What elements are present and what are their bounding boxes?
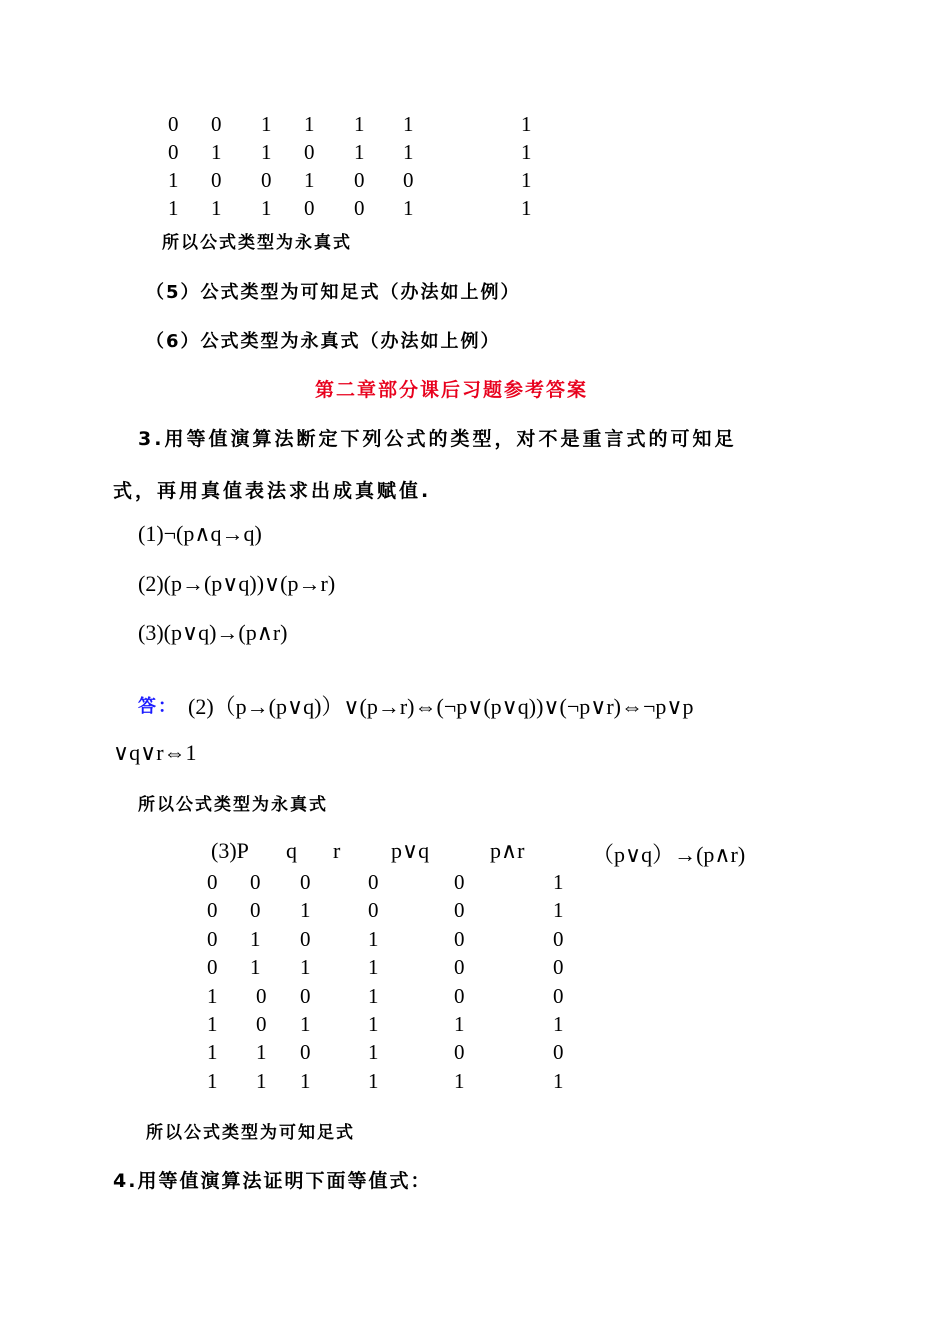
cell: 0 <box>168 112 179 136</box>
table1-conclusion: 所以公式类型为永真式 <box>162 233 352 253</box>
table1-row <box>0 112 950 140</box>
cell: 0 <box>368 898 379 922</box>
cell: 1 <box>368 927 379 951</box>
cell: 0 <box>403 168 414 192</box>
cell: 1 <box>403 140 414 164</box>
cell: 1 <box>403 112 414 136</box>
cell: 0 <box>207 898 218 922</box>
cell: 1 <box>256 1040 267 1064</box>
cell: 1 <box>521 140 532 164</box>
cell: 1 <box>368 1012 379 1036</box>
cell: 1 <box>553 870 564 894</box>
cell: 1 <box>300 898 311 922</box>
cell: 0 <box>454 898 465 922</box>
cell: 0 <box>168 140 179 164</box>
header-cell: p∧r <box>490 838 525 863</box>
cell: 0 <box>304 196 315 220</box>
table3-header <box>0 838 950 866</box>
cell: 1 <box>211 196 222 220</box>
cell: 1 <box>300 1069 311 1093</box>
cell: 1 <box>168 168 179 192</box>
header-cell: （p∨q）→(p∧r) <box>592 842 746 867</box>
q3-line1: 3.用等值演算法断定下列公式的类型，对不是重言式的可知足 <box>138 428 737 450</box>
cell: 0 <box>250 898 261 922</box>
cell: 0 <box>368 870 379 894</box>
cell: 1 <box>300 1012 311 1036</box>
cell: 0 <box>207 955 218 979</box>
table1-row <box>0 140 950 168</box>
table3-row <box>0 984 950 1012</box>
cell: 1 <box>300 955 311 979</box>
cell: 1 <box>168 196 179 220</box>
cell: 0 <box>211 168 222 192</box>
table1-row <box>0 168 950 196</box>
cell: 1 <box>304 168 315 192</box>
formula-3: (3)(p∨q)→(p∧r) <box>138 620 288 645</box>
cell: 0 <box>454 870 465 894</box>
table3-row <box>0 1012 950 1040</box>
cell: 1 <box>521 168 532 192</box>
answer-line2: ∨q∨r⇔1 <box>113 740 197 765</box>
formula-1: (1)¬(p∧q→q) <box>138 521 262 546</box>
cell: 1 <box>211 140 222 164</box>
cell: 1 <box>454 1069 465 1093</box>
table3-row <box>0 1040 950 1068</box>
cell: 0 <box>300 927 311 951</box>
answer-label: 答： <box>138 696 178 717</box>
cell: 0 <box>304 140 315 164</box>
table3-row <box>0 955 950 983</box>
cell: 0 <box>553 955 564 979</box>
cell: 0 <box>553 1040 564 1064</box>
table3-row <box>0 870 950 898</box>
cell: 1 <box>368 1069 379 1093</box>
formula-2: (2)(p→(p∨q))∨(p→r) <box>138 571 336 596</box>
cell: 0 <box>354 196 365 220</box>
answer-conclusion: 所以公式类型为永真式 <box>138 795 328 815</box>
cell: 1 <box>261 196 272 220</box>
cell: 0 <box>256 984 267 1008</box>
table1-row <box>0 196 950 224</box>
cell: 1 <box>207 1069 218 1093</box>
cell: 1 <box>207 1012 218 1036</box>
cell: 1 <box>256 1069 267 1093</box>
cell: 0 <box>553 927 564 951</box>
cell: 0 <box>207 927 218 951</box>
table3-row <box>0 1069 950 1097</box>
cell: 1 <box>553 898 564 922</box>
cell: 0 <box>454 955 465 979</box>
table3-conclusion: 所以公式类型为可知足式 <box>146 1123 355 1143</box>
cell: 1 <box>261 140 272 164</box>
cell: 1 <box>368 1040 379 1064</box>
header-cell: (3)P <box>211 838 249 863</box>
cell: 0 <box>454 984 465 1008</box>
chapter-heading: 第二章部分课后习题参考答案 <box>315 379 589 401</box>
cell: 0 <box>454 1040 465 1064</box>
header-cell: p∨q <box>391 838 430 863</box>
table3-row <box>0 927 950 955</box>
cell: 0 <box>207 870 218 894</box>
q3-line2: 式，再用真值表法求出成真赋值. <box>113 480 432 502</box>
cell: 1 <box>368 955 379 979</box>
cell: 0 <box>300 1040 311 1064</box>
cell: 1 <box>521 196 532 220</box>
answer-line1: (2)（p→(p∨q)）∨(p→r)⇔(¬p∨(p∨q))∨(¬p∨r)⇔¬p∨p <box>188 694 694 719</box>
cell: 1 <box>403 196 414 220</box>
cell: 1 <box>368 984 379 1008</box>
cell: 1 <box>553 1069 564 1093</box>
header-cell: q <box>286 838 297 863</box>
cell: 1 <box>304 112 315 136</box>
cell: 0 <box>256 1012 267 1036</box>
cell: 0 <box>211 112 222 136</box>
item-5: （5）公式类型为可知足式（办法如上例） <box>146 282 521 303</box>
cell: 1 <box>207 1040 218 1064</box>
header-cell: r <box>333 838 341 863</box>
q4-heading: 4.用等值演算法证明下面等值式： <box>113 1170 432 1192</box>
cell: 0 <box>300 984 311 1008</box>
cell: 0 <box>454 927 465 951</box>
cell: 1 <box>207 984 218 1008</box>
item-6: （6）公式类型为永真式（办法如上例） <box>146 331 501 352</box>
cell: 1 <box>454 1012 465 1036</box>
cell: 1 <box>261 112 272 136</box>
cell: 0 <box>553 984 564 1008</box>
cell: 1 <box>354 140 365 164</box>
cell: 0 <box>250 870 261 894</box>
cell: 0 <box>300 870 311 894</box>
cell: 1 <box>250 955 261 979</box>
cell: 0 <box>354 168 365 192</box>
cell: 1 <box>354 112 365 136</box>
cell: 1 <box>250 927 261 951</box>
table3-row <box>0 898 950 926</box>
cell: 0 <box>261 168 272 192</box>
cell: 1 <box>553 1012 564 1036</box>
cell: 1 <box>521 112 532 136</box>
